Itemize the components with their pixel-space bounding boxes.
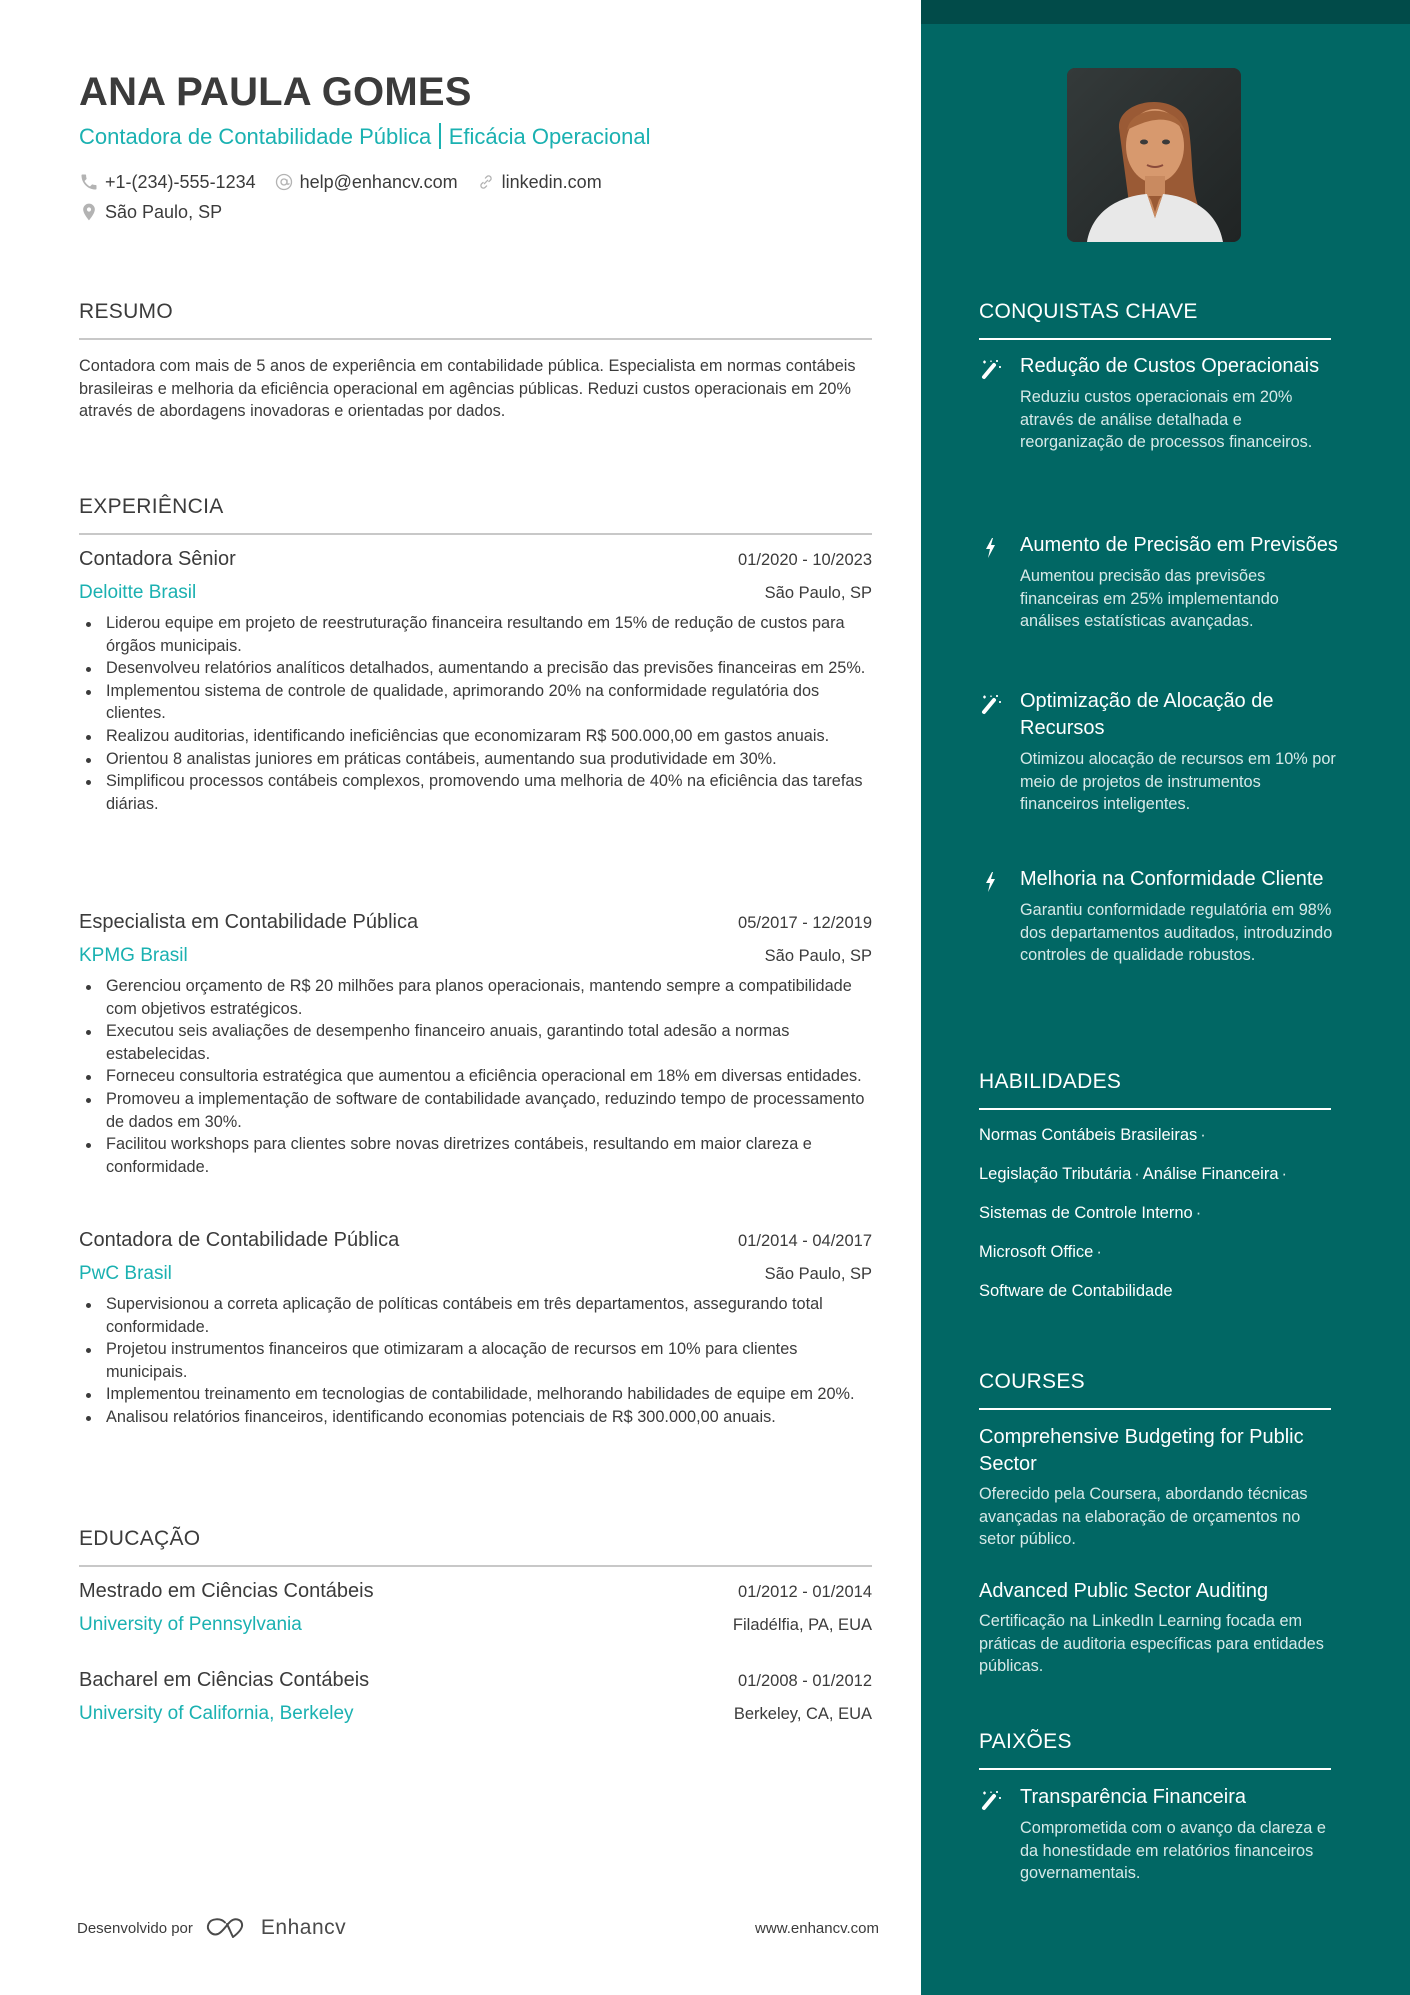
job-company: KPMG Brasil (79, 945, 188, 966)
job-bullet: Gerenciou orçamento de R$ 20 milhões para planos operacionais, mantendo sempre a compatibilidade com objetivos estratégicos. (79, 975, 872, 1020)
profile-photo (1067, 68, 1241, 242)
achievement-item (979, 532, 1339, 633)
job-location: São Paulo, SP (764, 1265, 872, 1283)
course-title: Advanced Public Sector Auditing (979, 1580, 1269, 1602)
achievement-title: Optimização de Alocação de Recursos (1020, 690, 1274, 739)
job-bullet: Simplificou processos contábeis complexos, promovendo uma melhoria de 40% na eficiência das tarefas diárias. (79, 770, 872, 815)
linkedin-contact[interactable] (476, 172, 602, 193)
course-item (979, 1578, 1339, 1678)
magic-wand-icon (979, 1788, 1003, 1812)
email-address: help@enhancv.com (299, 171, 458, 192)
job-title: Contadora de Contabilidade Pública (79, 1229, 400, 1251)
course-description: Certificação na LinkedIn Learning focada em práticas de auditoria específicas para entidades públicas. (979, 1612, 1324, 1675)
job-location: São Paulo, SP (764, 947, 872, 965)
achievement-title: Redução de Custos Operacionais (1020, 355, 1320, 377)
skill-item: Microsoft Office (979, 1243, 1094, 1261)
job-bullet: Executou seis avaliações de desempenho financeiro anuais, garantindo total adesão a normas estabelecidas. (79, 1020, 872, 1065)
school-location: Filadélfia, PA, EUA (732, 1616, 872, 1634)
achievement-description: Otimizou alocação de recursos em 10% por meio de projetos de instrumentos financeiros inteligentes. (1020, 750, 1336, 813)
job-company: PwC Brasil (79, 1263, 172, 1284)
education-title: EDUCAÇÃO (79, 1527, 201, 1550)
course-item (979, 1424, 1339, 1551)
location-text: São Paulo, SP (105, 201, 223, 222)
job-bullet: Promoveu a implementação de software de contabilidade avançado, reduzindo tempo de processamento de dados em 30%. (79, 1088, 872, 1133)
candidate-name: ANA PAULA GOMES (79, 70, 472, 114)
achievements-divider (979, 338, 1331, 340)
skill-separator: · (1281, 1165, 1288, 1183)
achievement-item (979, 866, 1339, 967)
phone-icon (79, 172, 99, 192)
headline (79, 123, 651, 150)
job-title: Contadora Sênior (79, 548, 236, 570)
portrait-image (1067, 68, 1241, 242)
achievement-title: Melhoria na Conformidade Cliente (1020, 868, 1324, 890)
passion-title: Transparência Financeira (1020, 1786, 1247, 1808)
enhancv-logo-icon (205, 1916, 251, 1940)
job-bullets (79, 1293, 872, 1429)
skills-title: HABILIDADES (979, 1070, 1122, 1093)
achievement-description: Aumentou precisão das previsões financeiras em 25% implementando análises estatísticas avançadas. (1020, 567, 1279, 630)
skills-list (979, 1122, 1339, 1317)
skill-item: Legislação Tributária (979, 1165, 1132, 1183)
job-dates: 01/2020 - 10/2023 (738, 551, 872, 569)
education-dates: 01/2012 - 01/2014 (738, 1583, 872, 1601)
summary-divider (79, 338, 872, 340)
skill-item: Normas Contábeis Brasileiras (979, 1126, 1198, 1144)
course-title: Comprehensive Budgeting for Public Sector (979, 1426, 1304, 1475)
email-contact[interactable] (274, 172, 458, 193)
education-entry (79, 1669, 872, 1733)
headline-separator (439, 123, 441, 149)
job-dates: 01/2014 - 04/2017 (738, 1232, 872, 1250)
job-dates: 05/2017 - 12/2019 (738, 914, 872, 932)
education-entry (79, 1580, 872, 1644)
job-bullet: Realizou auditorias, identificando ineficiências que economizaram R$ 500.000,00 em gastos anuais. (79, 725, 872, 748)
school-location: Berkeley, CA, EUA (733, 1705, 872, 1723)
degree: Mestrado em Ciências Contábeis (79, 1580, 374, 1602)
skill-separator: · (1096, 1243, 1102, 1261)
lightning-bolt-icon (979, 870, 1003, 894)
achievement-description: Reduziu custos operacionais em 20% através de análise detalhada e reorganização de processos financeiros. (1020, 388, 1313, 451)
skill-item: Análise Financeira (1142, 1165, 1279, 1183)
job-company: Deloitte Brasil (79, 582, 197, 603)
achievement-item (979, 688, 1339, 816)
job-bullet: Implementou sistema de controle de qualidade, aprimorando 20% na conformidade regulatória dos clientes. (79, 680, 872, 725)
school-name: University of California, Berkeley (79, 1703, 354, 1724)
lightning-bolt-icon (979, 536, 1003, 560)
experience-divider (79, 533, 872, 535)
powered-by-label: Desenvolvido por (77, 1919, 193, 1937)
degree: Bacharel em Ciências Contábeis (79, 1669, 370, 1691)
achievement-title: Aumento de Precisão em Previsões (1020, 534, 1338, 556)
skill-separator: · (1195, 1204, 1202, 1222)
job-entry (79, 911, 872, 1178)
passion-item (979, 1784, 1339, 1885)
achievement-description: Garantiu conformidade regulatória em 98% dos departamentos auditados, introduzindo controles de qualidade robustos. (1020, 901, 1333, 964)
passions-title: PAIXÕES (979, 1730, 1072, 1753)
job-bullet: Liderou equipe em projeto de reestruturação financeira resultando em 15% de redução de custos para órgãos municipais. (79, 612, 872, 657)
skill-item: Sistemas de Controle Interno (979, 1204, 1193, 1222)
passions-divider (979, 1768, 1331, 1770)
enhancv-logo[interactable] (205, 1916, 346, 1940)
skills-divider (979, 1108, 1331, 1110)
link-icon (476, 172, 496, 192)
summary-title: RESUMO (79, 300, 173, 323)
skill-separator: · (1134, 1165, 1140, 1183)
at-icon (274, 172, 294, 192)
footer (77, 1916, 879, 1940)
job-entry (79, 548, 872, 815)
job-bullet: Forneceu consultoria estratégica que aumentou a eficiência operacional em 18% em diversas entidades. (79, 1065, 872, 1088)
job-title: Especialista em Contabilidade Pública (79, 911, 419, 933)
location-pin-icon (79, 202, 99, 222)
job-bullet: Projetou instrumentos financeiros que otimizaram a alocação de recursos em 10% para clientes municipais. (79, 1338, 872, 1383)
magic-wand-icon (979, 692, 1003, 716)
course-description: Oferecido pela Coursera, abordando técnicas avançadas na elaboração de orçamentos no setor público. (979, 1485, 1308, 1548)
linkedin-url: linkedin.com (501, 171, 602, 192)
job-bullet: Facilitou workshops para clientes sobre novas diretrizes contábeis, resultando em maior clareza e conformidade. (79, 1133, 872, 1178)
magic-wand-icon (979, 357, 1003, 381)
job-bullet: Orientou 8 analistas juniores em práticas contábeis, aumentando sua produtividade em 30%. (79, 748, 872, 771)
contact-info (79, 170, 620, 230)
job-entry (79, 1229, 872, 1429)
job-location: São Paulo, SP (764, 584, 872, 602)
website-link[interactable]: www.enhancv.com (755, 1919, 879, 1937)
achievements-title: CONQUISTAS CHAVE (979, 300, 1198, 323)
job-bullet: Implementou treinamento em tecnologias de contabilidade, melhorando habilidades de equipe em 20%. (79, 1383, 872, 1406)
school-name: University of Pennsylvania (79, 1614, 302, 1635)
job-bullet: Desenvolveu relatórios analíticos detalhados, aumentando a precisão das previsões financeiras em 25%. (79, 657, 872, 680)
job-bullets (79, 975, 872, 1178)
phone-number: +1-(234)-555-1234 (105, 171, 256, 192)
job-bullets (79, 612, 872, 815)
education-dates: 01/2008 - 01/2012 (738, 1672, 872, 1690)
job-bullet: Analisou relatórios financeiros, identificando economias potenciais de R$ 300.000,00 anuais. (79, 1406, 872, 1429)
summary-text: Contadora com mais de 5 anos de experiência em contabilidade pública. Especialista em normas contábeis brasileiras e melhoria da eficiência operacional em agências públicas. Reduzi custos operacionais em 20% através de abordagens inovadoras e orientadas por dados. (79, 357, 856, 421)
job-bullet: Supervisionou a correta aplicação de políticas contábeis em três departamentos, assegurando total conformidade. (79, 1293, 872, 1338)
phone-contact[interactable] (79, 172, 256, 193)
courses-title: COURSES (979, 1370, 1085, 1393)
achievement-item (979, 353, 1339, 454)
headline-focus: Eficácia Operacional (448, 124, 651, 149)
courses-divider (979, 1408, 1331, 1410)
skill-item: Software de Contabilidade (979, 1282, 1173, 1300)
brand-name: Enhancv (260, 1916, 347, 1939)
experience-title: EXPERIÊNCIA (79, 495, 224, 518)
skill-separator: · (1200, 1126, 1206, 1144)
sidebar-topbar (921, 0, 1410, 24)
passion-description: Comprometida com o avanço da clareza e da honestidade em relatórios financeiros governamentais. (1020, 1819, 1326, 1882)
location-contact (79, 202, 222, 223)
headline-role: Contadora de Contabilidade Pública (79, 124, 432, 149)
education-divider (79, 1565, 872, 1567)
